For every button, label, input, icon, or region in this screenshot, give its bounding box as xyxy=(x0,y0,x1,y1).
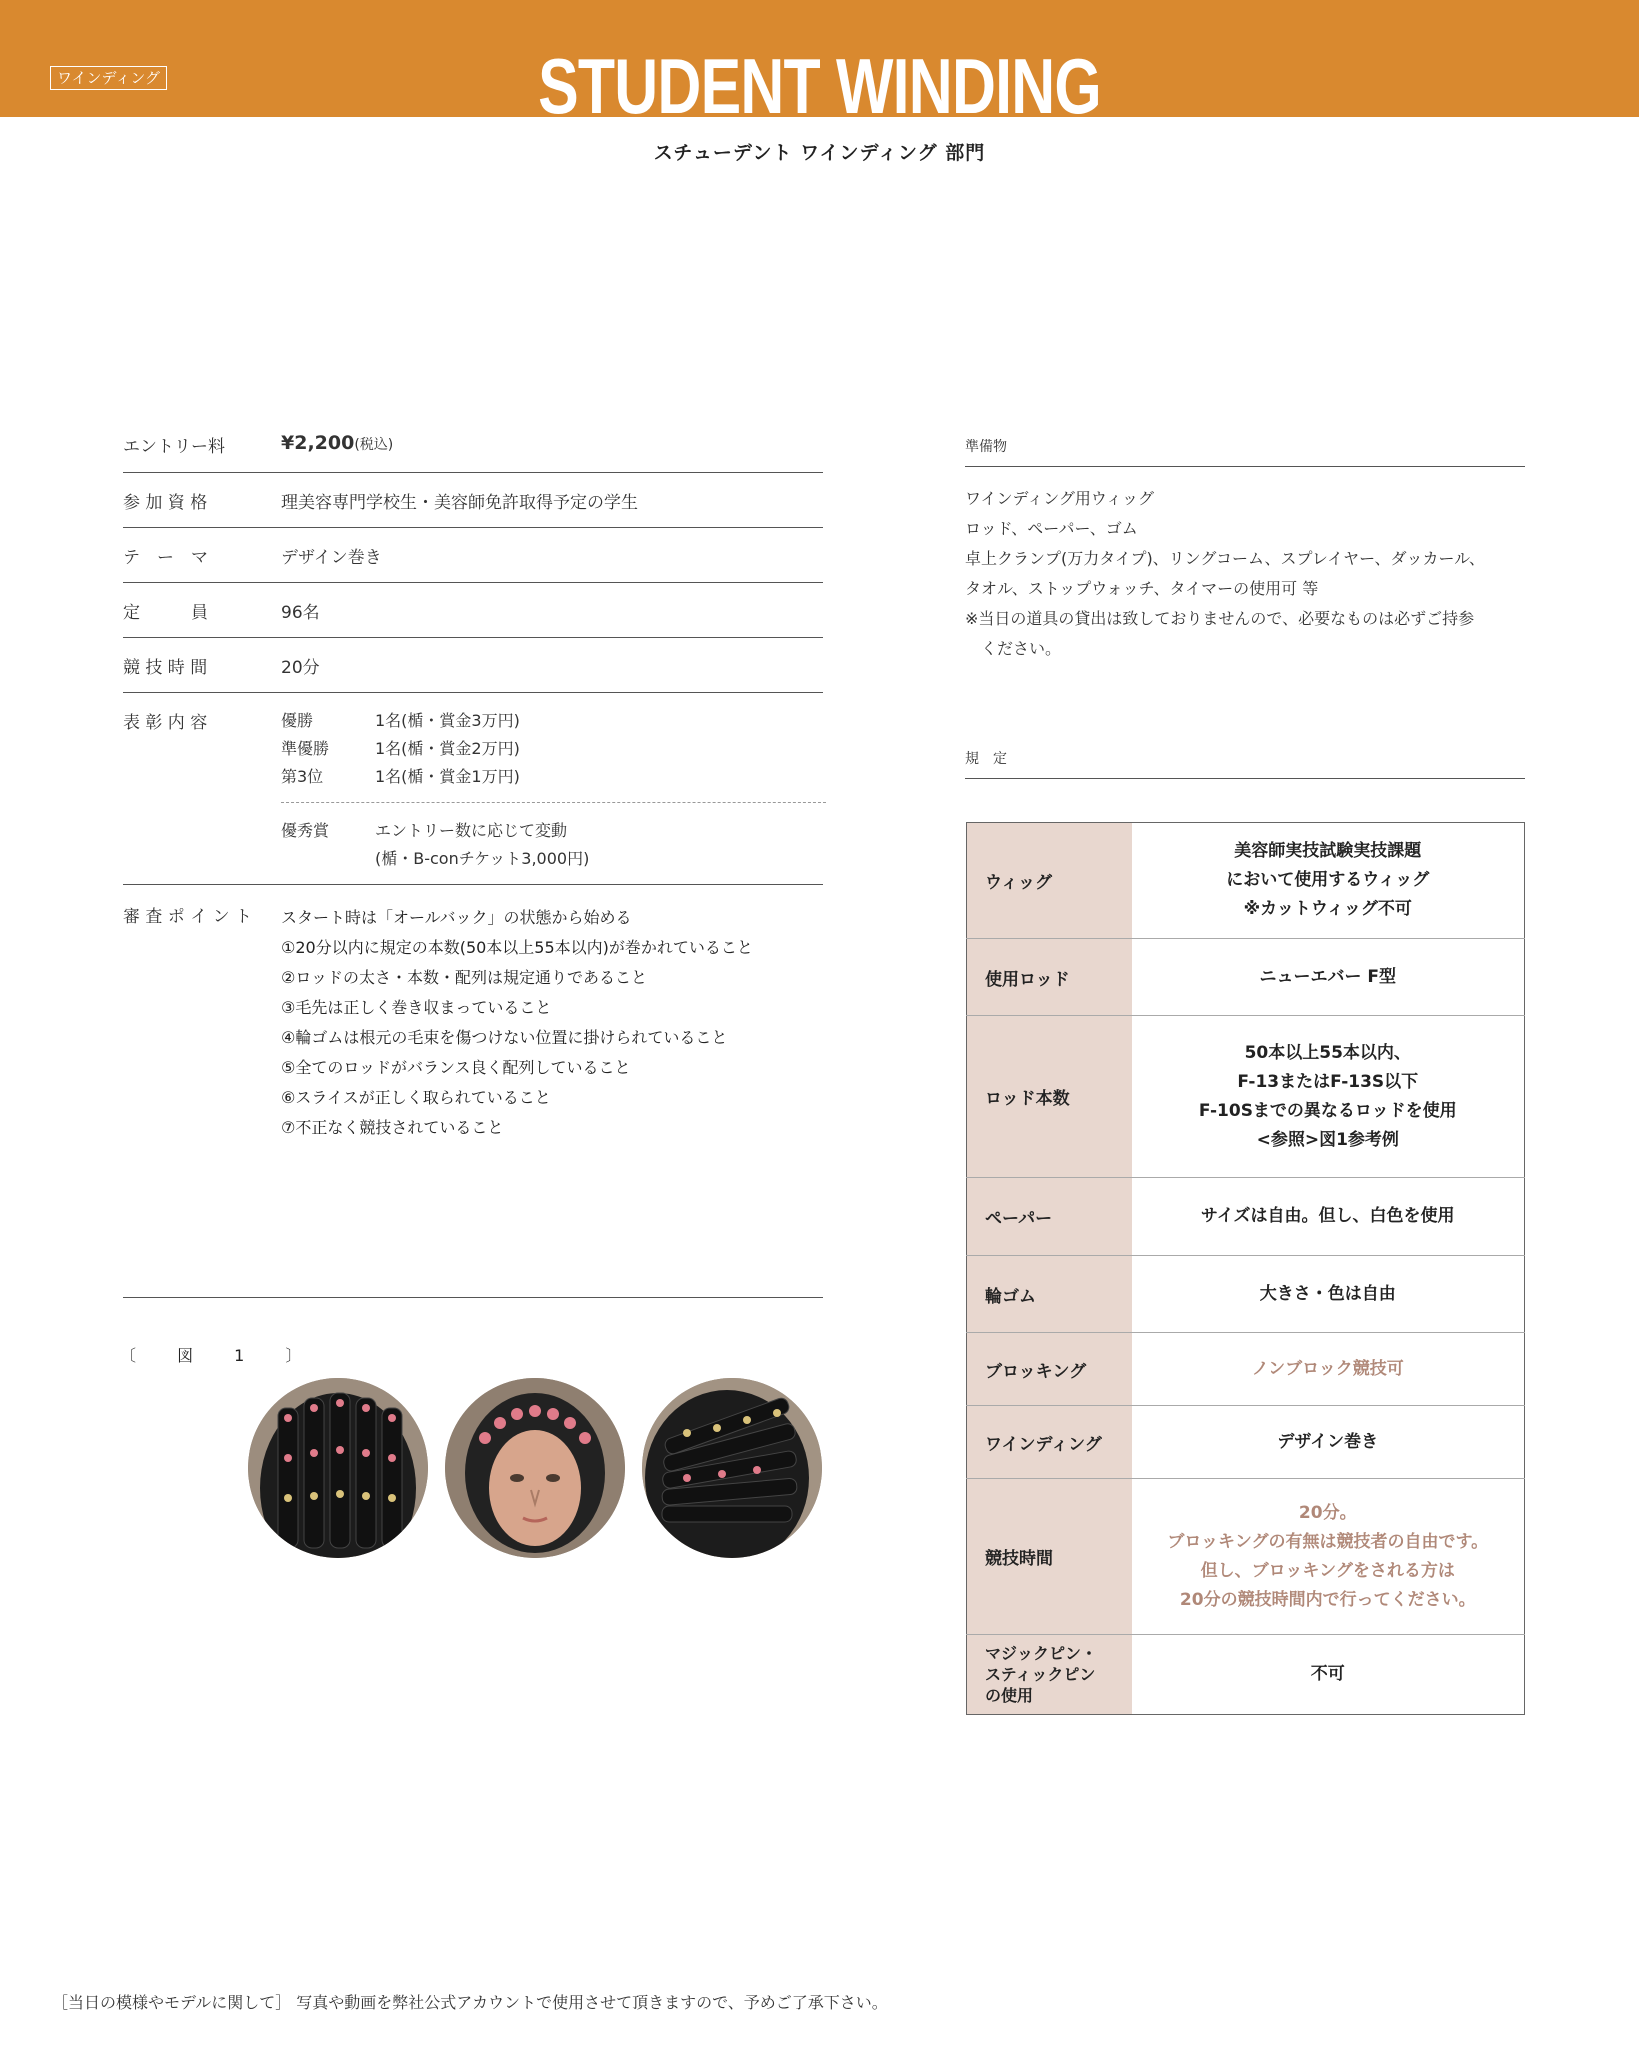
info-label: テ ー マ xyxy=(123,548,208,568)
rules-row-rod xyxy=(967,939,1525,1016)
rules-value: 50本以上55本以内、 F-13またはF-13S以下 F-10Sまでの異なるロッドを使用 <参照>図1参考例 xyxy=(1132,1016,1525,1178)
preparation-rule xyxy=(965,466,1525,467)
info-value: 96名 xyxy=(281,603,320,623)
rules-key: 輪ゴム xyxy=(967,1256,1132,1333)
judging-point: ⑦不正なく競技されていること xyxy=(281,1118,504,1137)
award-line-merit: 優秀賞 エントリー数に応じて変動 xyxy=(281,821,568,840)
category-tag: ワインディング xyxy=(50,66,167,90)
info-row-theme xyxy=(123,543,823,583)
rules-key: 競技時間 xyxy=(967,1479,1132,1635)
wig-front-photo xyxy=(445,1378,625,1558)
preparation-heading: 準備物 xyxy=(965,439,1007,455)
page-title: STUDENT WINDING xyxy=(538,42,1101,130)
rules-row-blocking xyxy=(967,1333,1525,1406)
entry-fee-amount: ¥2,200 xyxy=(281,432,355,454)
preparation-line: ワインディング用ウィッグ xyxy=(965,489,1154,508)
rules-row-rubber-band xyxy=(967,1256,1525,1333)
info-value xyxy=(281,432,393,454)
info-label: 競 技 時 間 xyxy=(123,658,208,678)
rules-key: ブロッキング xyxy=(967,1333,1132,1406)
award-line: 優勝 1名(楯・賞金3万円) xyxy=(281,711,520,730)
judging-point: ③毛先は正しく巻き収まっていること xyxy=(281,998,552,1017)
preparation-line: タオル、ストップウォッチ、タイマーの使用可 等 xyxy=(965,579,1319,598)
rules-key: ペーパー xyxy=(967,1178,1132,1256)
rules-value: 大きさ・色は自由 xyxy=(1132,1256,1525,1333)
judging-label: 審 査 ポ イ ン ト xyxy=(123,907,253,927)
info-label: 表 彰 内 容 xyxy=(123,713,208,733)
rules-key: 使用ロッド xyxy=(967,939,1132,1016)
preparation-line: ください。 xyxy=(965,639,1062,658)
rules-row-paper xyxy=(967,1178,1525,1256)
info-value: デザイン巻き xyxy=(281,548,382,568)
info-label: 参 加 資 格 xyxy=(123,493,208,513)
rules-value: ニューエバー F型 xyxy=(1132,939,1525,1016)
rules-key: ウィッグ xyxy=(967,823,1132,939)
section-divider xyxy=(123,1297,823,1298)
rules-row-rod-count xyxy=(967,1016,1525,1178)
info-value: 理美容専門学校生・美容師免許取得予定の学生 xyxy=(281,493,638,513)
rules-heading: 規 定 xyxy=(965,751,1007,767)
award-line: 準優勝 1名(楯・賞金2万円) xyxy=(281,739,520,758)
judging-point: ④輪ゴムは根元の毛束を傷つけない位置に掛けられていること xyxy=(281,1028,728,1047)
info-label: 定 員 xyxy=(123,603,208,623)
figure-label: 〔 図 1 〕 xyxy=(120,1346,320,1365)
rules-key: ロッド本数 xyxy=(967,1016,1132,1178)
info-row-capacity xyxy=(123,598,823,638)
info-value: 20分 xyxy=(281,658,320,678)
award-line: 第3位 1名(楯・賞金1万円) xyxy=(281,767,520,786)
info-label: エントリー料 xyxy=(123,437,225,457)
info-row-eligibility xyxy=(123,488,823,528)
rules-key: マジックピン・ スティックピン の使用 xyxy=(967,1635,1132,1715)
judging-point: ⑥スライスが正しく取られていること xyxy=(281,1088,551,1107)
judging-point: ①20分以内に規定の本数(50本以上55本以内)が巻かれていること xyxy=(281,938,753,957)
preparation-line: ロッド、ペーパー、ゴム xyxy=(965,519,1138,538)
rules-row-wig xyxy=(967,823,1525,939)
rules-value: デザイン巻き xyxy=(1132,1406,1525,1479)
rules-value: 20分。 ブロッキングの有無は競技者の自由です。 但し、ブロッキングをされる方は 20分の競技時間内で行ってください。 xyxy=(1132,1479,1525,1635)
info-row-awards xyxy=(123,708,823,885)
rules-row-pins xyxy=(967,1635,1525,1715)
rules-value: ノンブロック競技可 xyxy=(1132,1333,1525,1406)
judging-point: スタート時は「オールバック」の状態から始める xyxy=(281,908,632,927)
entry-fee-note: (税込) xyxy=(354,437,394,453)
judging-point: ⑤全てのロッドがバランス良く配列していること xyxy=(281,1058,631,1077)
wig-back-photo xyxy=(248,1378,428,1558)
footer-note: ［当日の模様やモデルに関して］ 写真や動画を弊社公式アカウントで使用させて頂きますので、予めご了承下さい。 xyxy=(52,1993,888,2012)
judging-point: ②ロッドの太さ・本数・配列は規定通りであること xyxy=(281,968,648,987)
rules-row-time xyxy=(967,1479,1525,1635)
rules-value: 不可 xyxy=(1132,1635,1525,1715)
info-row-entry-fee xyxy=(123,432,823,473)
rules-rule xyxy=(965,778,1525,779)
rules-key: ワインディング xyxy=(967,1406,1132,1479)
award-merit-note: (楯・B-conチケット3,000円) xyxy=(375,849,590,868)
rules-value: 美容師実技試験実技課題 において使用するウィッグ ※カットウィッグ不可 xyxy=(1226,841,1430,919)
rules-row-winding xyxy=(967,1406,1525,1479)
rules-table xyxy=(966,822,1525,1715)
awards-divider xyxy=(281,802,826,803)
wig-side-photo xyxy=(642,1378,822,1558)
page-subtitle: スチューデント ワインディング 部門 xyxy=(653,142,986,164)
rules-value: サイズは自由。但し、白色を使用 xyxy=(1132,1178,1525,1256)
preparation-line: 卓上クランプ(万力タイプ)、リングコーム、スプレイヤー、ダッカール、 xyxy=(965,549,1485,568)
preparation-line: ※当日の道具の貸出は致しておりませんので、必要なものは必ずご持参 xyxy=(965,609,1475,628)
info-row-time xyxy=(123,653,823,693)
